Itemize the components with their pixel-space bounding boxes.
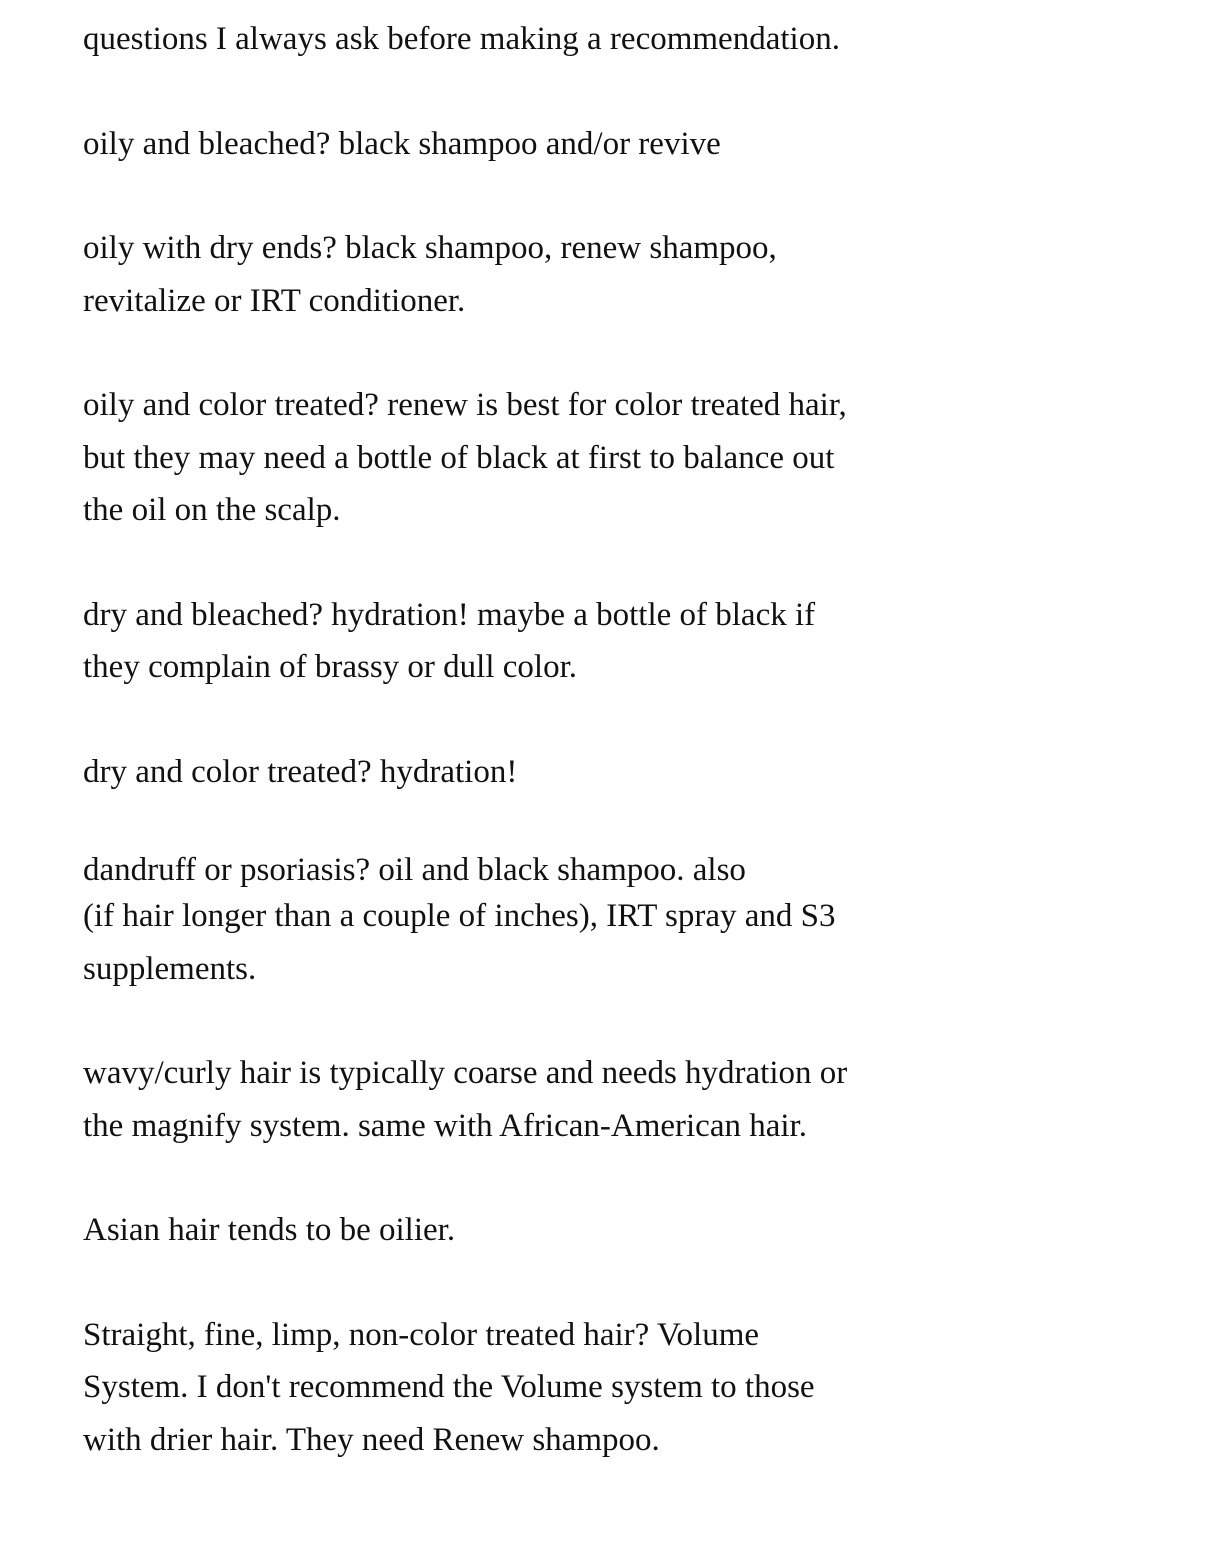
- paragraph-asian-hair: Asian hair tends to be oilier.: [83, 1212, 456, 1248]
- paragraph-dandruff-line-2: (if hair longer than a couple of inches), IRT spray and S3 supplements.: [83, 898, 836, 987]
- paragraph-dandruff-line-1: dandruff or psoriasis? oil and black shampoo. also: [83, 852, 746, 888]
- paragraph-oily-color-treated: oily and color treated? renew is best for color treated hair, but they may need a bottle of black at first to balance out the oil on the scalp.: [83, 387, 847, 528]
- paragraph-oily-dry-ends: oily with dry ends? black shampoo, renew shampoo, revitalize or IRT conditioner.: [83, 230, 777, 319]
- paragraph-dandruff: [83, 850, 863, 995]
- document-body: [83, 13, 863, 1466]
- paragraph-intro: questions I always ask before making a recommendation.: [83, 21, 840, 57]
- paragraph-straight-fine: Straight, fine, limp, non-color treated hair? Volume System. I don't recommend the Volume system to those with drier hair. They need Renew shampoo.: [83, 1316, 815, 1458]
- paragraph-wavy-curly: wavy/curly hair is typically coarse and needs hydration or the magnify system. same with African-American hair.: [83, 1055, 848, 1144]
- paragraph-dry-bleached: dry and bleached? hydration! maybe a bottle of black if they complain of brassy or dull color.: [83, 596, 816, 685]
- paragraph-oily-bleached: oily and bleached? black shampoo and/or revive: [83, 125, 721, 162]
- paragraph-dry-color-treated: dry and color treated? hydration!: [83, 753, 518, 790]
